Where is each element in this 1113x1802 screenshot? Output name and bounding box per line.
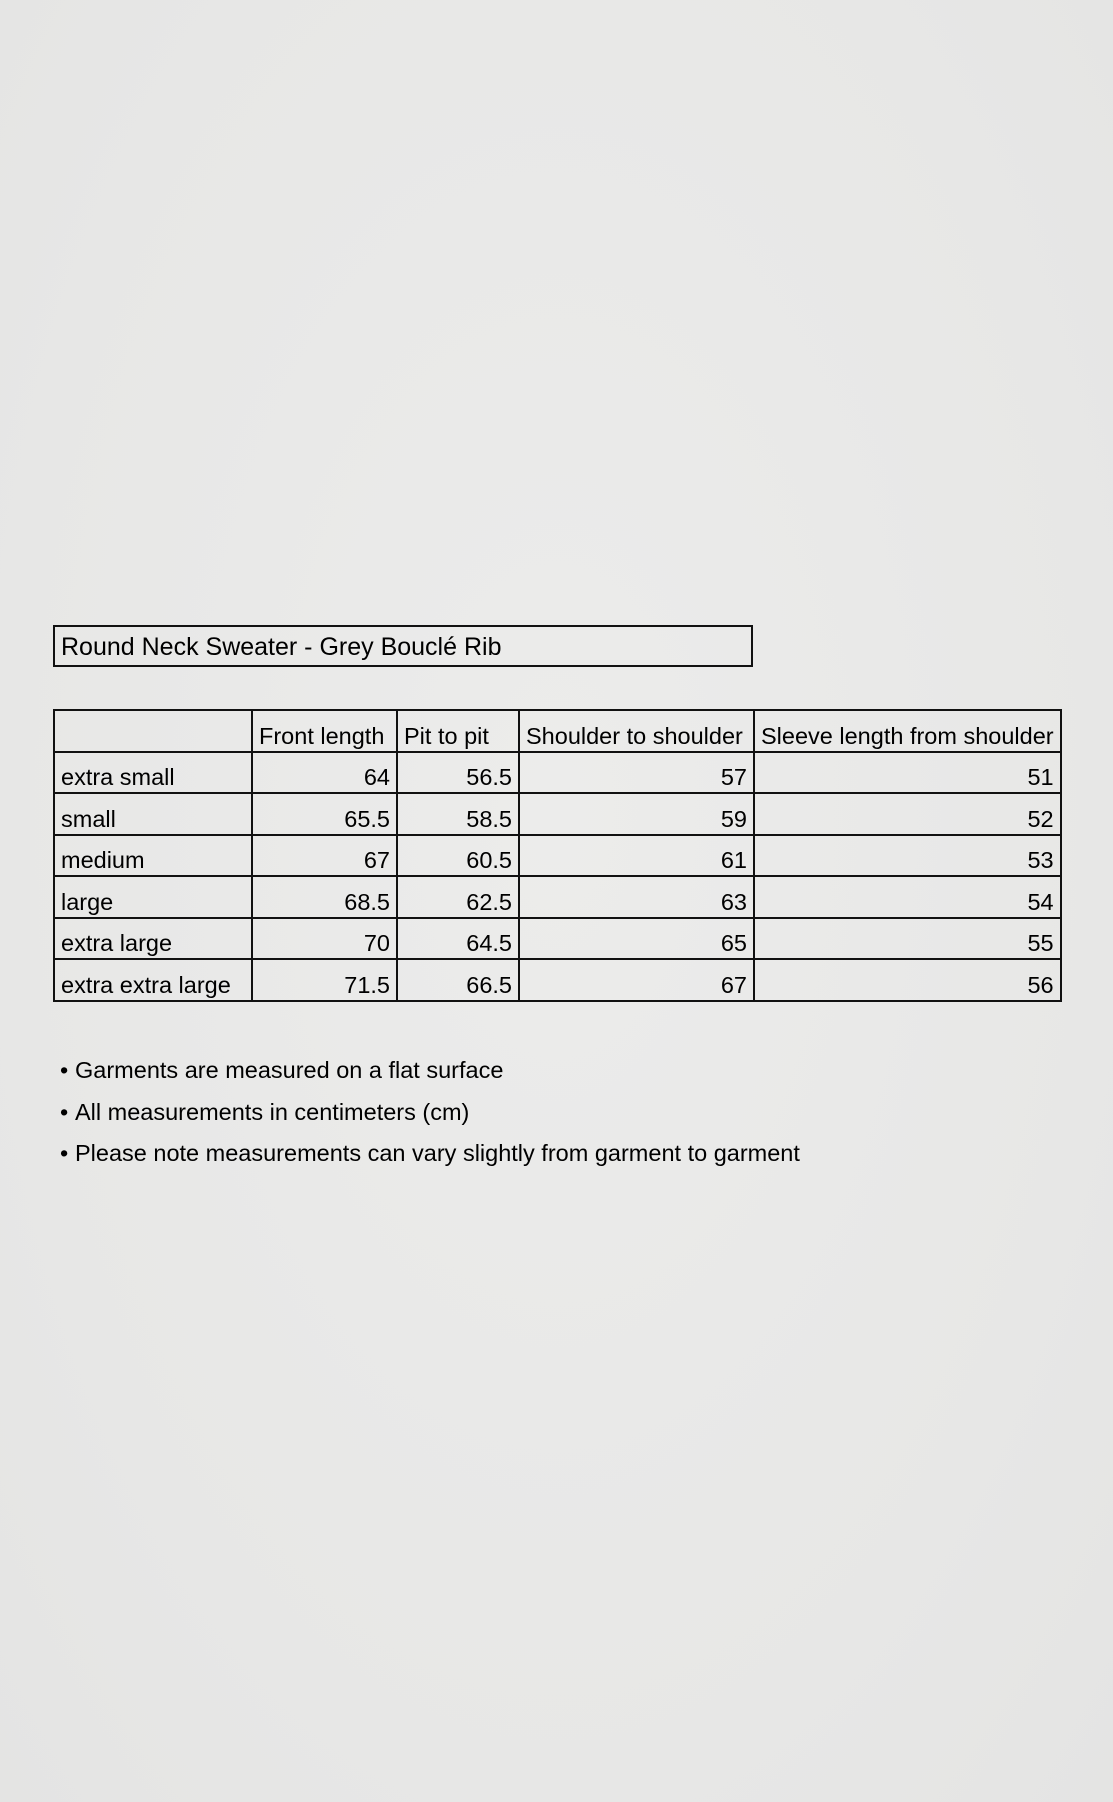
- shoulder-cell: 57: [519, 752, 754, 794]
- note-text: Please note measurements can vary slightly from garment to garment: [75, 1140, 800, 1166]
- front-length-cell: 68.5: [252, 876, 397, 918]
- front-length-cell: 65.5: [252, 793, 397, 835]
- size-label-cell: extra large: [54, 918, 252, 960]
- shoulder-cell: 67: [519, 959, 754, 1001]
- header-cell-pit-to-pit: Pit to pit: [397, 710, 519, 752]
- front-length-cell: 64: [252, 752, 397, 794]
- front-length-cell: 67: [252, 835, 397, 877]
- shoulder-cell: 63: [519, 876, 754, 918]
- size-label-cell: large: [54, 876, 252, 918]
- table-row: [54, 835, 1061, 877]
- table-row: [54, 793, 1061, 835]
- list-item: [60, 1094, 800, 1136]
- front-length-cell: 70: [252, 918, 397, 960]
- sleeve-length-cell: 51: [754, 752, 1061, 794]
- header-cell-front-length: Front length: [252, 710, 397, 752]
- sleeve-length-cell: 54: [754, 876, 1061, 918]
- table-row: [54, 959, 1061, 1001]
- measurement-notes: [60, 1052, 800, 1177]
- pit-to-pit-cell: 62.5: [397, 876, 519, 918]
- shoulder-cell: 61: [519, 835, 754, 877]
- bullet-icon: •: [60, 1098, 69, 1125]
- pit-to-pit-cell: 64.5: [397, 918, 519, 960]
- size-table: [53, 709, 1062, 1002]
- header-cell-size: [54, 710, 252, 752]
- list-item: [60, 1052, 800, 1094]
- pit-to-pit-cell: 60.5: [397, 835, 519, 877]
- bullet-icon: •: [60, 1057, 69, 1083]
- size-label-cell: extra extra large: [54, 959, 252, 1001]
- product-title: Round Neck Sweater - Grey Bouclé Rib: [53, 625, 753, 667]
- header-cell-sleeve-length: Sleeve length from shoulder: [754, 710, 1061, 752]
- pit-to-pit-cell: 56.5: [397, 752, 519, 794]
- size-label-cell: small: [54, 793, 252, 835]
- table-row: [54, 918, 1061, 960]
- front-length-cell: 71.5: [252, 959, 397, 1001]
- note-text: Garments are measured on a flat surface: [75, 1057, 504, 1083]
- shoulder-cell: 59: [519, 793, 754, 835]
- table-row: [54, 752, 1061, 794]
- table-header-row: [54, 710, 1061, 752]
- bullet-icon: •: [60, 1140, 69, 1166]
- note-text: All measurements in centimeters (cm): [75, 1098, 470, 1125]
- sleeve-length-cell: 55: [754, 918, 1061, 960]
- table-row: [54, 876, 1061, 918]
- shoulder-cell: 65: [519, 918, 754, 960]
- sleeve-length-cell: 56: [754, 959, 1061, 1001]
- header-cell-shoulder-to-shoulder: Shoulder to shoulder: [519, 710, 754, 752]
- list-item: [60, 1135, 800, 1177]
- sleeve-length-cell: 52: [754, 793, 1061, 835]
- pit-to-pit-cell: 58.5: [397, 793, 519, 835]
- sleeve-length-cell: 53: [754, 835, 1061, 877]
- size-label-cell: extra small: [54, 752, 252, 794]
- size-label-cell: medium: [54, 835, 252, 877]
- pit-to-pit-cell: 66.5: [397, 959, 519, 1001]
